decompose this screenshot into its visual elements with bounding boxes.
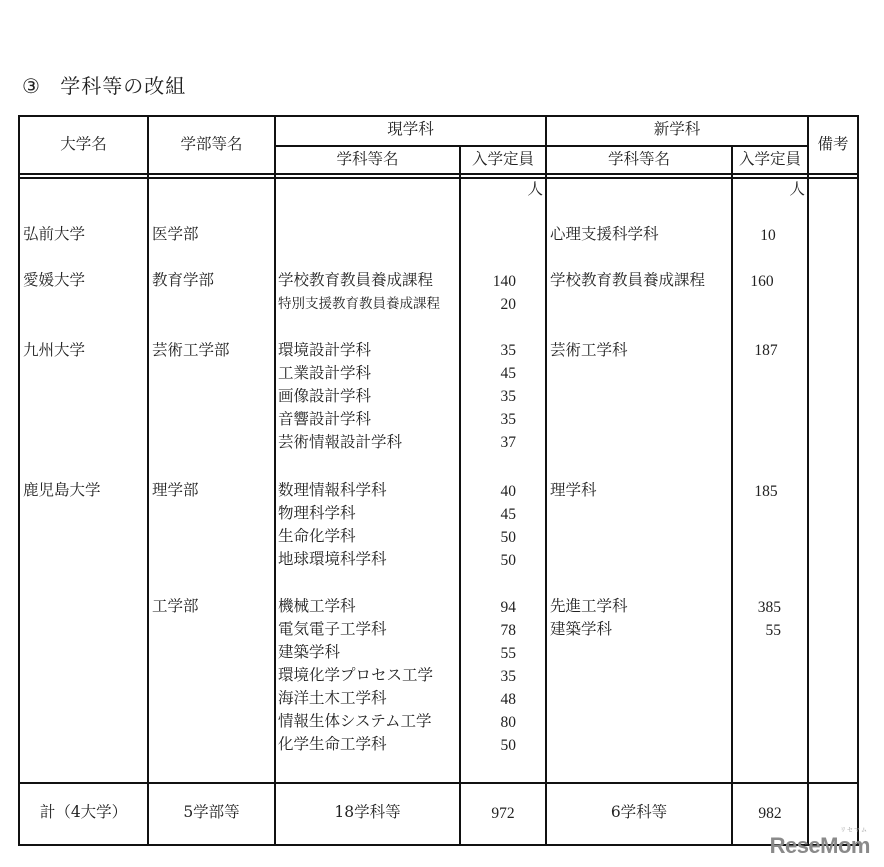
current-dept-capacity: 35 (500, 388, 516, 405)
faculty-name: 医学部 (152, 225, 199, 243)
watermark-text: ReseMom (769, 833, 870, 858)
current-dept-capacity: 50 (500, 737, 516, 754)
faculty-name: 理学部 (152, 481, 199, 499)
new-dept-capacity: 10 (760, 227, 776, 244)
header-current-group: 現学科 (387, 120, 434, 138)
table-border-top (18, 115, 859, 117)
current-dept-capacity: 35 (500, 342, 516, 359)
new-dept-name: 芸術工学科 (550, 341, 628, 359)
current-dept-capacity: 50 (500, 529, 516, 546)
new-dept-name: 心理支援科学科 (550, 225, 659, 243)
current-dept-capacity: 35 (500, 411, 516, 428)
header-current-dept: 学科等名 (336, 150, 399, 168)
col-divider-faculty (147, 115, 149, 846)
header-new-group: 新学科 (653, 120, 701, 138)
faculty-name: 教育学部 (152, 271, 215, 289)
header-faculty: 学部等名 (180, 135, 243, 153)
current-dept-capacity: 45 (500, 506, 516, 523)
current-dept-name: 画像設計学科 (278, 387, 372, 405)
new-dept-capacity: 160 (750, 273, 774, 290)
current-dept-capacity: 20 (500, 296, 516, 313)
total-faculty: 5学部等 (183, 803, 240, 821)
header-new-dept: 学科等名 (607, 150, 670, 168)
current-dept-name: 芸術情報設計学科 (278, 433, 403, 451)
current-dept-name: 機械工学科 (278, 597, 356, 615)
current-dept-capacity: 78 (500, 622, 516, 639)
heading-text: 学科等の改組 (60, 74, 187, 98)
current-dept-name: 数理情報科学科 (278, 481, 387, 499)
current-dept-name: 生命化学科 (278, 527, 356, 545)
new-dept-name: 建築学科 (550, 620, 613, 638)
current-dept-name: 建築学科 (278, 643, 341, 661)
university-name: 九州大学 (23, 341, 86, 359)
section-heading (22, 70, 186, 99)
header-current-capacity: 入学定員 (471, 150, 534, 168)
total-new-dept: 6学科等 (610, 803, 668, 821)
current-dept-capacity: 94 (500, 599, 516, 616)
current-dept-name: 海洋土木工学科 (278, 689, 387, 707)
col-divider-current-dept (274, 115, 276, 846)
current-dept-name: 環境設計学科 (278, 341, 372, 359)
heading-number: ③ (22, 76, 41, 98)
resemom-watermark-logo (769, 828, 870, 859)
total-university: 計（4大学） (39, 803, 128, 821)
total-current-dept: 18学科等 (334, 803, 401, 821)
current-dept-capacity: 37 (500, 434, 516, 451)
watermark-ruby: リセマム (840, 828, 868, 834)
university-name: 弘前大学 (23, 225, 86, 243)
table-border-left (18, 115, 20, 846)
header-new-capacity: 入学定員 (738, 150, 801, 168)
current-dept-name: 化学生命工学科 (278, 735, 387, 753)
new-dept-name: 理学科 (550, 481, 597, 499)
current-dept-capacity: 50 (500, 552, 516, 569)
current-dept-name: 工業設計学科 (278, 364, 372, 382)
current-dept-name: 音響設計学科 (278, 410, 372, 428)
header-subdivider-current (275, 145, 547, 147)
faculty-name: 工学部 (152, 597, 199, 615)
current-dept-name: 情報生体システム工学 (278, 712, 432, 730)
university-name: 愛媛大学 (23, 271, 86, 289)
unit-current-capacity: 人 (527, 180, 543, 198)
current-dept-name: 特別支援教育教員養成課程 (278, 296, 440, 312)
header-remarks: 備考 (817, 135, 849, 153)
new-dept-capacity: 55 (765, 622, 781, 639)
header-subdivider-new (546, 145, 808, 147)
new-dept-capacity: 385 (757, 599, 781, 616)
current-dept-capacity: 40 (500, 483, 516, 500)
unit-new-capacity: 人 (789, 180, 805, 198)
col-divider-new-dept (545, 115, 547, 846)
current-dept-capacity: 35 (500, 668, 516, 685)
current-dept-name: 地球環境科学科 (278, 550, 387, 568)
faculty-name: 芸術工学部 (152, 341, 230, 359)
current-dept-capacity: 140 (492, 273, 516, 290)
current-dept-capacity: 55 (500, 645, 516, 662)
current-dept-name: 物理科学科 (278, 504, 356, 522)
current-dept-name: 環境化学プロセス工学 (278, 666, 434, 684)
current-dept-capacity: 80 (500, 714, 516, 731)
new-dept-name: 先進工学科 (550, 597, 628, 615)
header-university: 大学名 (60, 135, 107, 153)
col-divider-remarks (807, 115, 809, 846)
current-dept-name: 電気電子工学科 (278, 620, 387, 638)
university-name: 鹿児島大学 (23, 481, 101, 499)
reorganization-table (18, 115, 858, 845)
new-dept-capacity: 185 (754, 483, 778, 500)
current-dept-capacity: 45 (500, 365, 516, 382)
table-border-right (857, 115, 859, 846)
current-dept-capacity: 48 (500, 691, 516, 708)
new-dept-name: 学校教育教員養成課程 (550, 271, 706, 289)
current-dept-name: 学校教育教員養成課程 (278, 271, 434, 289)
new-dept-capacity: 187 (754, 342, 778, 359)
total-current-capacity: 972 (491, 805, 515, 822)
total-new-capacity: 982 (758, 805, 782, 822)
